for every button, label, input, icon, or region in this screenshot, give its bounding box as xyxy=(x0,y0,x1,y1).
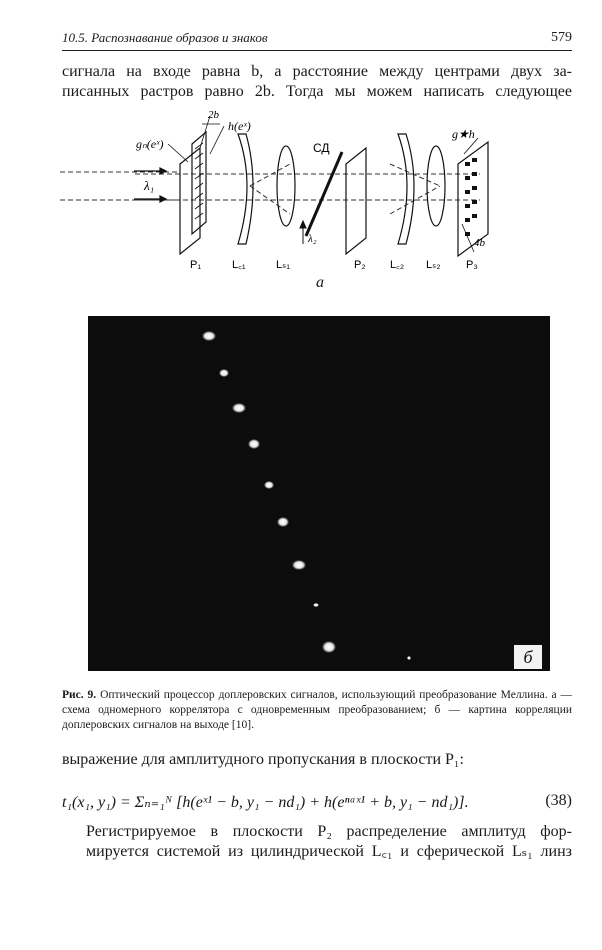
correlation-spot xyxy=(202,331,216,341)
optical-diagram xyxy=(60,104,560,296)
text-line: мируется системой из цилиндрической L꜀₁ и сферической Lₛ₁ линз xyxy=(86,843,572,860)
text-line: Регистрируемое в плоскости P₂ распределение амплитуд фор- xyxy=(86,823,572,840)
label-2b: 2b xyxy=(208,109,219,121)
text-line: сигнала на входе равна b, а расстояние между центрами двух за- xyxy=(62,63,572,80)
correlation-photo xyxy=(88,316,550,671)
lambda2-arrow xyxy=(300,221,306,244)
paragraph-top xyxy=(62,62,572,102)
lens-ls1 xyxy=(277,146,295,226)
equation-38 xyxy=(62,780,572,820)
cd-device xyxy=(306,152,342,236)
section-title: 10.5. Распознавание образов и знаков xyxy=(62,30,268,45)
correlation-spot xyxy=(277,517,289,527)
dimension-marks xyxy=(168,116,224,162)
plane-p1 xyxy=(180,132,206,254)
label-p3: P₃ xyxy=(466,259,478,271)
figure-number: Рис. 9. xyxy=(62,689,97,701)
label-ls2: Lₛ₂ xyxy=(426,259,441,271)
correlation-spot xyxy=(219,369,229,377)
diagram-caption: a xyxy=(316,274,324,291)
equation-number: (38) xyxy=(545,792,572,809)
paragraph-bottom xyxy=(62,822,572,862)
label-p1: P₁ xyxy=(190,259,202,271)
label-cd: СД xyxy=(313,141,330,155)
correlation-spot xyxy=(322,641,336,653)
label-g-star-h: g★h xyxy=(452,127,475,141)
figure-caption xyxy=(62,688,572,733)
label-lc1: L꜀₁ xyxy=(232,259,246,271)
correlation-spot xyxy=(292,560,306,570)
equation-formula: t₁(x₁, y₁) = Σₙ₌₁ᴺ [h(eˣ¹ − b, y₁ − nd₁) + h(eⁿᵃˣ¹ + b, y₁ − nd₁)]. xyxy=(62,794,469,811)
lens-lc2 xyxy=(398,134,414,244)
photo-spots xyxy=(88,316,550,671)
label-gn: gₙ(eˣ) xyxy=(136,137,164,151)
plane-p2 xyxy=(346,148,366,254)
label-4b: 4b xyxy=(474,237,485,249)
correlation-spot xyxy=(264,481,274,489)
label-lc2: L꜀₂ xyxy=(390,259,405,271)
label-h: h(eˣ) xyxy=(228,119,251,133)
label-ls1: Lₛ₁ xyxy=(276,259,290,271)
running-head xyxy=(62,30,572,51)
page-number: 579 xyxy=(551,30,572,45)
correlation-spot xyxy=(407,656,411,660)
correlation-spot xyxy=(232,403,246,413)
paragraph-mid: выражение для амплитудного пропускания в плоскости P₁: xyxy=(62,751,464,768)
text-line: писанных растров равно 2b. Тогда мы можем написать следующее xyxy=(62,83,572,100)
photo-label: б xyxy=(514,645,542,669)
figure-caption-text: Оптический процессор доплеровских сигналов, использующий преобразование Меллина. а — схема одномерного коррелятора с одновременным преобразованием; б — картина корреляции доплеровских сигналов на выходе [10]. xyxy=(62,689,572,731)
label-p2: P₂ xyxy=(354,259,366,271)
correlation-spot xyxy=(248,439,260,449)
lens-lc1 xyxy=(238,134,253,244)
label-lambda1: λ₁ xyxy=(144,178,155,193)
beam-lines xyxy=(60,164,480,214)
label-lambda2: λ₂ xyxy=(308,233,317,245)
lens-ls2 xyxy=(427,146,445,226)
correlation-spot xyxy=(313,603,319,607)
